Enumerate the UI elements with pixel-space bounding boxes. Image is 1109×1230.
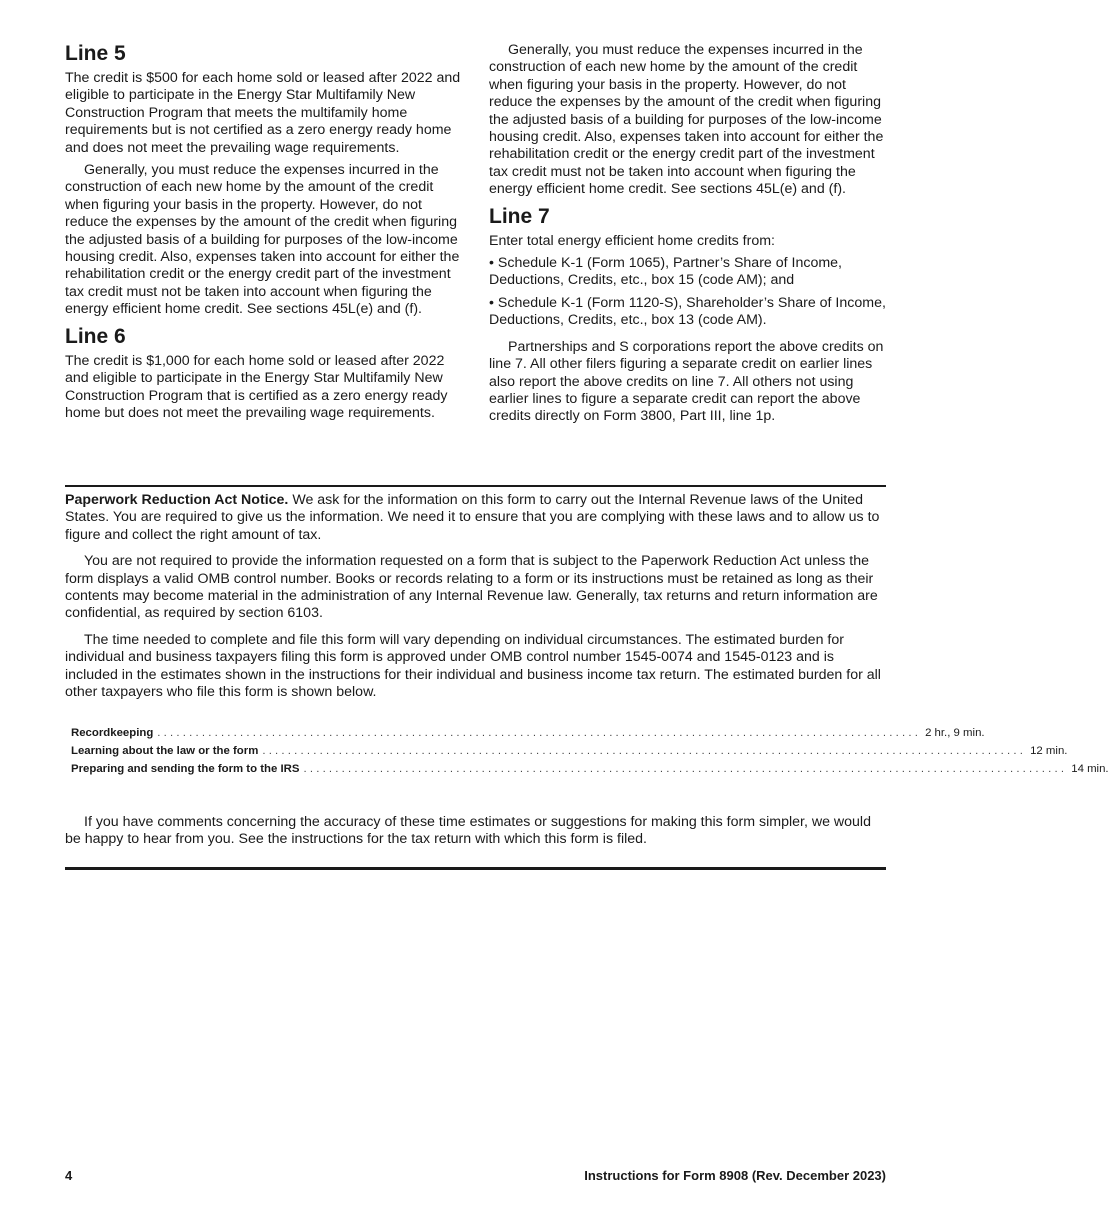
right-column	[489, 42, 886, 431]
comments-section	[65, 814, 886, 849]
burden-time: 2 hr., 9 min.	[925, 727, 985, 739]
dot-leader: ........................................................................................................................	[157, 727, 922, 739]
line7-heading: Line 7	[489, 204, 550, 228]
paperwork-notice	[65, 492, 886, 710]
line5-paragraph-1: The credit is $500 for each home sold or leased after 2022 and eligible to participate in the Energy Star Multifamily New Construction Program that meets the multifamily home requirements but is not certified as a zero energy ready home and does not meet the prevailing wage requirements.	[65, 70, 461, 156]
dot-leader: ........................................................................................................................	[303, 763, 1068, 775]
section-divider-top	[65, 485, 886, 487]
line7-paragraph-2: Partnerships and S corporations report the above credits on line 7. All other filers figuring a separate credit on earlier lines also report the above credits on line 7. All others not using earlier lines to figure a separate credit can report the above credits directly on Form 3800, Part III, line 1p.	[489, 338, 884, 425]
line6-heading: Line 6	[65, 324, 126, 348]
paperwork-notice-paragraph-1	[65, 492, 886, 544]
burden-time: 14 min.	[1071, 763, 1109, 775]
burden-label: Recordkeeping	[71, 727, 154, 739]
paperwork-notice-text: We ask for the information on this form to carry out the Internal Revenue laws of the United States. You are required to give us the information. We need it to ensure that you are complying with these laws and to allow us to figure and collect the right amount of tax.	[65, 492, 880, 543]
burden-row	[71, 760, 1109, 778]
burden-row	[71, 742, 1068, 760]
line7-intro: Enter total energy efficient home credits from:	[489, 232, 775, 249]
paperwork-notice-title: Paperwork Reduction Act Notice.	[65, 492, 289, 508]
burden-label: Learning about the law or the form	[71, 745, 259, 757]
left-column	[65, 42, 462, 427]
paperwork-notice-paragraph-3: The time needed to complete and file this form will vary depending on individual circumstances. The estimated burden for individual and business taxpayers filing this form is approved under OMB control number 1545-0074 and 1545-0123 and is included in the estimates shown in the instructions for their individual and business income tax return. The estimated burden for all other taxpayers who file this form is shown below.	[65, 631, 881, 701]
line7-bullet-1: • Schedule K-1 (Form 1065), Partner’s Share of Income, Deductions, Credits, etc., box 15 (code AM); and	[489, 255, 842, 289]
page-footer	[65, 1168, 886, 1183]
page-number: 4	[65, 1168, 73, 1183]
line6-paragraph-1: The credit is $1,000 for each home sold or leased after 2022 and eligible to participate in the Energy Star Multifamily New Construction Program that is certified as a zero energy ready home but does not meet the prevailing wage requirements.	[65, 352, 448, 421]
paperwork-notice-paragraph-2: You are not required to provide the information requested on a form that is subject to the Paperwork Reduction Act unless the form displays a valid OMB control number. Books or records relating to a form or its instructions must be retained as long as their contents may become material in the administration of any Internal Revenue law. Generally, tax returns and return information are confidential, as required by section 6103.	[65, 553, 878, 622]
line6-paragraph-2: Generally, you must reduce the expenses incurred in the construction of each new home by the amount of the credit when figuring your basis in the property. However, do not reduce the expenses by the amount of the credit when figuring the adjusted basis of a building for purposes of the low-income housing credit. Also, expenses taken into account for either the rehabilitation credit or the energy credit part of the investment tax credit must not be taken into account when figuring the energy efficient home credit. See sections 45L(e) and (f).	[489, 42, 884, 198]
section-divider-bottom	[65, 867, 886, 870]
burden-label: Preparing and sending the form to the IRS	[71, 763, 300, 775]
footer-title: Instructions for Form 8908 (Rev. December 2023)	[584, 1168, 886, 1183]
line5-paragraph-2: Generally, you must reduce the expenses incurred in the construction of each new home by the amount of the credit when figuring your basis in the property. However, do not reduce the expenses by the amount of the credit when figuring the adjusted basis of a building for purposes of the low-income housing credit. Also, expenses taken into account for either the rehabilitation credit or the energy credit part of the investment tax credit must not be taken into account when figuring the energy efficient home credit. See sections 45L(e) and (f).	[65, 162, 460, 318]
comments-paragraph: If you have comments concerning the accuracy of these time estimates or suggestions for making this form simpler, we would be happy to hear from you. See the instructions for the tax return with which this form is filed.	[65, 814, 871, 848]
burden-row	[71, 724, 985, 742]
dot-leader: ........................................................................................................................	[262, 745, 1027, 757]
line5-heading: Line 5	[65, 42, 126, 65]
line7-bullet-2: • Schedule K-1 (Form 1120-S), Shareholder’s Share of Income, Deductions, Credits, etc., box 13 (code AM).	[489, 294, 886, 329]
burden-table	[71, 724, 1109, 778]
burden-time: 12 min.	[1030, 745, 1068, 757]
